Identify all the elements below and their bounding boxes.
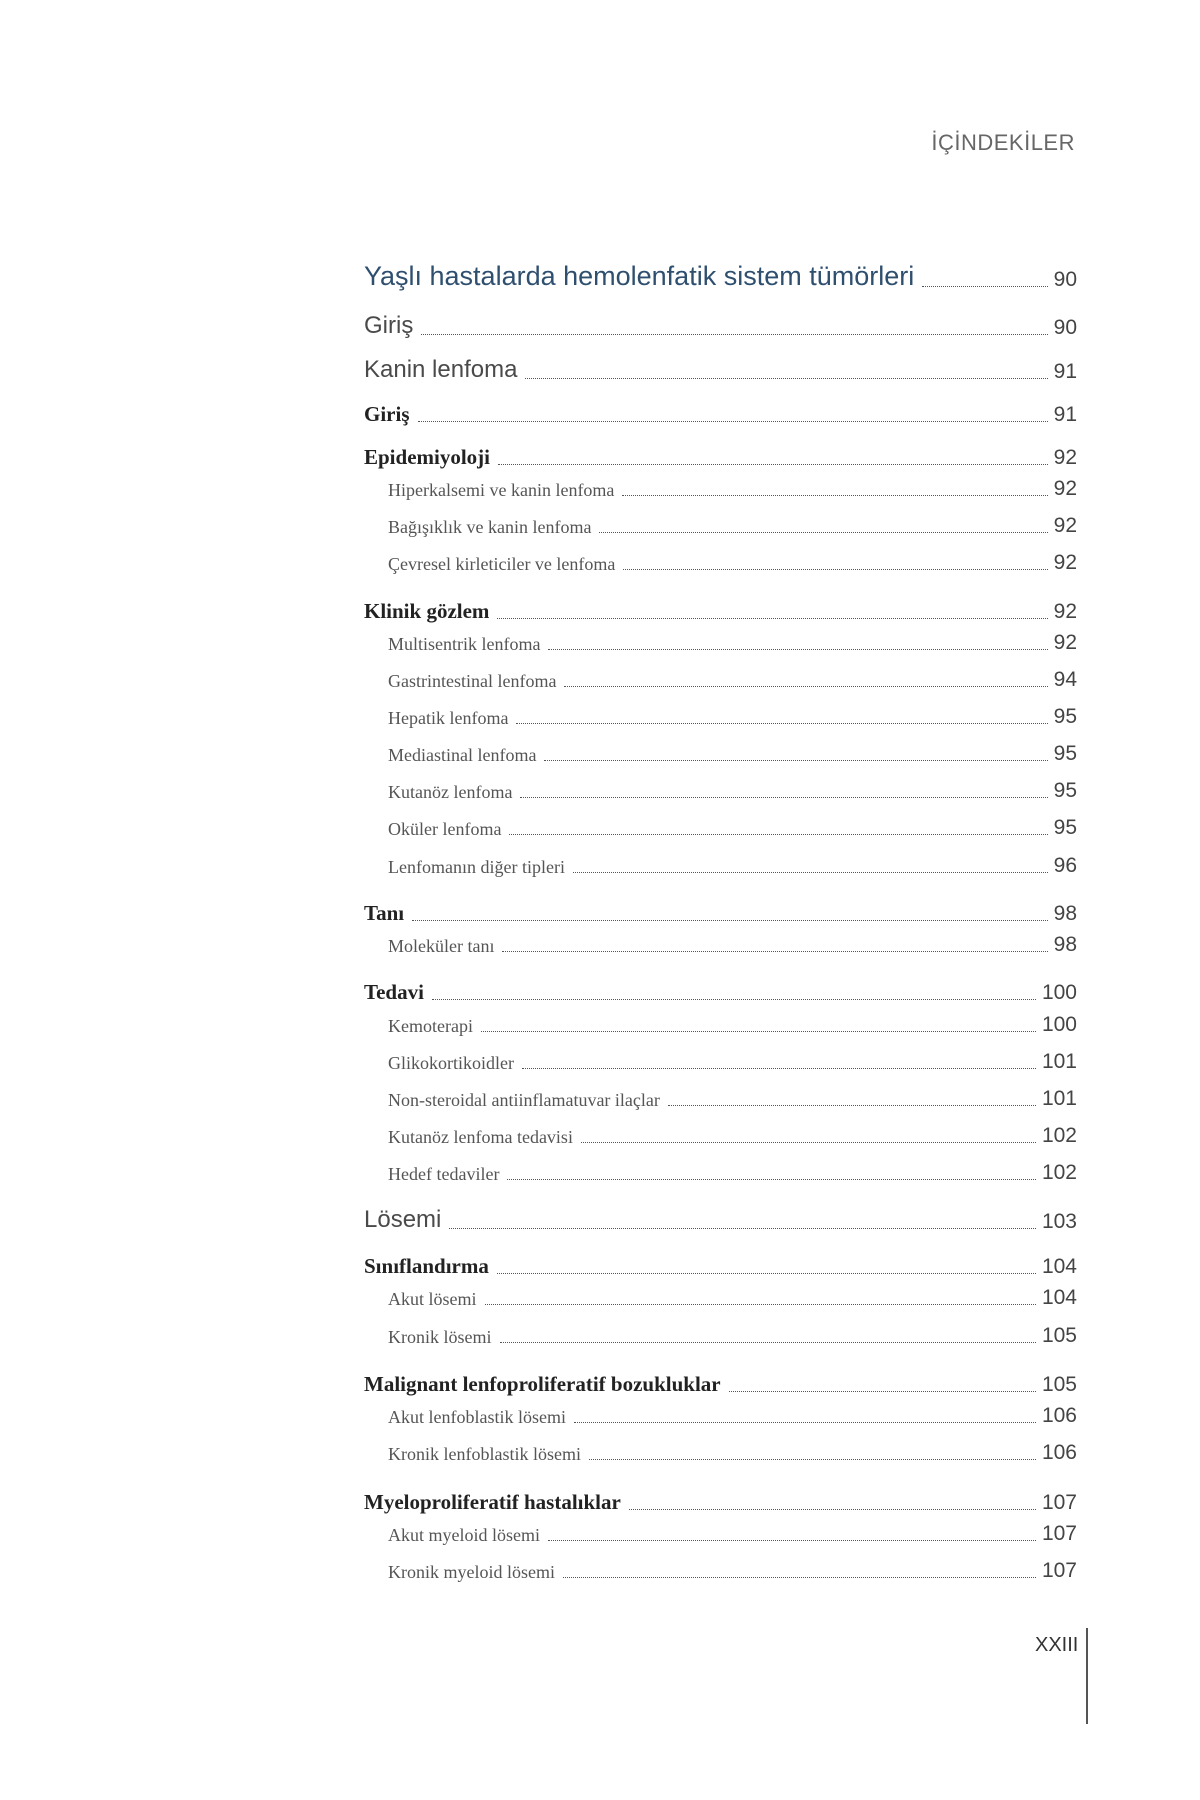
toc-entry[interactable]	[364, 443, 1077, 470]
toc-entry-page: 92	[1053, 600, 1077, 623]
toc-entry-label: Akut myeloid lösemi	[388, 1525, 540, 1545]
toc-entry[interactable]	[364, 704, 1077, 729]
toc-entry-label: Multisentrik lenfoma	[388, 634, 541, 654]
page-number: XXIII	[1035, 1634, 1079, 1656]
dot-leader	[418, 421, 1048, 422]
toc-entry-page: 96	[1053, 854, 1077, 877]
toc-entry[interactable]	[364, 667, 1077, 692]
toc-entry[interactable]	[364, 741, 1077, 766]
toc-entry-label: Yaşlı hastalarda hemolenfatik sistem tümörleri	[364, 261, 915, 291]
toc-entry-label: Kronik lösemi	[388, 1327, 492, 1347]
dot-leader	[574, 1422, 1036, 1423]
toc-entry[interactable]	[364, 778, 1077, 803]
dot-leader	[589, 1459, 1036, 1460]
dot-leader	[623, 569, 1047, 570]
toc-entry-label: Myeloproliferatif hastalıklar	[364, 1490, 621, 1514]
dot-leader	[449, 1228, 1036, 1229]
toc-entry-page: 95	[1053, 816, 1077, 839]
dot-leader	[502, 951, 1047, 952]
toc-entry[interactable]	[364, 1204, 1077, 1234]
toc-entry[interactable]	[364, 978, 1077, 1005]
toc-entry[interactable]	[364, 1049, 1077, 1074]
toc-entry-page: 101	[1041, 1050, 1077, 1073]
margin-rule	[1086, 1628, 1088, 1724]
toc-entry-label: Gastrintestinal lenfoma	[388, 671, 557, 691]
toc-entry-label: Glikokortikoidler	[388, 1053, 514, 1073]
toc-entry-page: 92	[1053, 446, 1077, 469]
toc-entry[interactable]	[364, 815, 1077, 840]
toc-entry-label: Çevresel kirleticiler ve lenfoma	[388, 554, 616, 574]
toc-entry-label: Hepatik lenfoma	[388, 708, 509, 728]
toc-entry-label: Klinik gözlem	[364, 599, 490, 623]
dot-leader	[548, 1540, 1036, 1541]
toc-entry-page: 91	[1053, 360, 1077, 383]
toc-entry-label: Giriş	[364, 312, 414, 339]
toc-entry-page: 92	[1053, 514, 1077, 537]
toc-entry-page: 95	[1053, 705, 1077, 728]
toc-entry[interactable]	[364, 597, 1077, 624]
dot-leader	[421, 334, 1047, 335]
dot-leader	[509, 834, 1047, 835]
dot-leader	[432, 999, 1036, 1000]
dot-leader	[498, 464, 1048, 465]
toc-entry[interactable]	[364, 899, 1077, 926]
toc-entry-page: 104	[1041, 1255, 1077, 1278]
toc-entry-label: Non-steroidal antiinflamatuvar ilaçlar	[388, 1090, 660, 1110]
dot-leader	[485, 1304, 1036, 1305]
toc-entry-label: Hedef tedaviler	[388, 1164, 500, 1184]
toc-entry[interactable]	[364, 1370, 1077, 1397]
dot-leader	[599, 532, 1047, 533]
toc-entry[interactable]	[364, 1323, 1077, 1348]
toc-entry-page: 95	[1053, 742, 1077, 765]
toc-entry-page: 101	[1041, 1087, 1077, 1110]
toc-entry[interactable]	[364, 354, 1077, 384]
toc-entry-page: 105	[1041, 1324, 1077, 1347]
toc-entry-label: Lenfomanın diğer tipleri	[388, 857, 565, 877]
dot-leader	[729, 1391, 1036, 1392]
toc-entry-page: 100	[1041, 1013, 1077, 1036]
toc-entry-label: Giriş	[364, 402, 410, 426]
dot-leader	[548, 649, 1047, 650]
toc-entry-label: Tanı	[364, 901, 405, 925]
toc-entry-label: Hiperkalsemi ve kanin lenfoma	[388, 480, 615, 500]
dot-leader	[497, 618, 1047, 619]
dot-leader	[507, 1179, 1036, 1180]
toc-entry-page: 107	[1041, 1491, 1077, 1514]
toc-entry-page: 107	[1041, 1559, 1077, 1582]
dot-leader	[563, 1577, 1036, 1578]
running-header: İÇİNDEKİLER	[931, 130, 1075, 155]
dot-leader	[497, 1273, 1036, 1274]
toc-entry[interactable]	[364, 1403, 1077, 1428]
toc-entry-page: 98	[1053, 902, 1077, 925]
dot-leader	[668, 1105, 1036, 1106]
toc-entry-page: 90	[1053, 268, 1077, 291]
toc-entry-label: Kutanöz lenfoma	[388, 782, 513, 802]
toc-entry[interactable]	[364, 476, 1077, 501]
toc-entry-label: Bağışıklık ve kanin lenfoma	[388, 517, 592, 537]
toc-entry[interactable]	[364, 853, 1077, 878]
toc-entry[interactable]	[364, 1558, 1077, 1583]
toc-entry-label: Epidemiyoloji	[364, 445, 491, 469]
toc-entry-page: 98	[1053, 933, 1077, 956]
toc-entry-label: Oküler lenfoma	[388, 819, 502, 839]
toc-entry[interactable]	[364, 1521, 1077, 1546]
toc-entry[interactable]	[364, 1488, 1077, 1515]
toc-entry-page: 100	[1041, 981, 1077, 1004]
dot-leader	[581, 1142, 1036, 1143]
toc-entry[interactable]	[364, 1252, 1077, 1279]
toc-entry-label: Kronik lenfoblastik lösemi	[388, 1444, 581, 1464]
toc-entry-page: 106	[1041, 1404, 1077, 1427]
toc-entry-label: Kanin lenfoma	[364, 356, 518, 383]
dot-leader	[500, 1342, 1036, 1343]
toc-entry-page: 105	[1041, 1373, 1077, 1396]
toc-entry[interactable]	[364, 630, 1077, 655]
toc-entry[interactable]	[364, 1285, 1077, 1310]
toc-entry-page: 91	[1053, 403, 1077, 426]
toc-entry[interactable]	[364, 310, 1077, 340]
dot-leader	[481, 1031, 1036, 1032]
toc-entry-label: Moleküler tanı	[388, 936, 495, 956]
toc-entry[interactable]	[364, 932, 1077, 957]
dot-leader	[544, 760, 1047, 761]
toc-entry[interactable]	[364, 1160, 1077, 1185]
toc-entry-page: 90	[1053, 316, 1077, 339]
toc-entry[interactable]	[364, 258, 1077, 292]
dot-leader	[525, 378, 1047, 379]
toc-entry-page: 107	[1041, 1522, 1077, 1545]
toc-entry-page: 103	[1041, 1210, 1077, 1233]
toc-entry-label: Sınıflandırma	[364, 1254, 489, 1278]
toc-entry-page: 102	[1041, 1161, 1077, 1184]
toc-entry-label: Tedavi	[364, 980, 424, 1004]
toc-entry[interactable]	[364, 1086, 1077, 1111]
dot-leader	[629, 1509, 1036, 1510]
toc-entry-page: 94	[1053, 668, 1077, 691]
toc-entry-label: Akut lösemi	[388, 1289, 477, 1309]
toc-entry-label: Lösemi	[364, 1206, 442, 1233]
dot-leader	[573, 872, 1048, 873]
toc-entry[interactable]	[364, 513, 1077, 538]
toc-entry-label: Malignant lenfoproliferatif bozukluklar	[364, 1372, 721, 1396]
toc-entry-page: 102	[1041, 1124, 1077, 1147]
toc-entry[interactable]	[364, 550, 1077, 575]
toc-entry[interactable]	[364, 400, 1077, 427]
dot-leader	[520, 797, 1047, 798]
toc-entry-page: 104	[1041, 1286, 1077, 1309]
dot-leader	[522, 1068, 1036, 1069]
toc-entry[interactable]	[364, 1123, 1077, 1148]
toc-entry-label: Kronik myeloid lösemi	[388, 1562, 555, 1582]
dot-leader	[564, 686, 1047, 687]
toc-entry-label: Mediastinal lenfoma	[388, 745, 537, 765]
dot-leader	[622, 495, 1047, 496]
toc-entry[interactable]	[364, 1012, 1077, 1037]
toc-entry[interactable]	[364, 1440, 1077, 1465]
dot-leader	[922, 286, 1047, 287]
toc-entry-page: 92	[1053, 477, 1077, 500]
toc-entry-label: Kemoterapi	[388, 1016, 473, 1036]
toc-entry-page: 106	[1041, 1441, 1077, 1464]
toc-entry-page: 92	[1053, 551, 1077, 574]
toc-entry-label: Akut lenfoblastik lösemi	[388, 1407, 566, 1427]
toc-entry-label: Kutanöz lenfoma tedavisi	[388, 1127, 573, 1147]
dot-leader	[516, 723, 1047, 724]
toc-entry-page: 92	[1053, 631, 1077, 654]
toc-entry-page: 95	[1053, 779, 1077, 802]
dot-leader	[412, 920, 1048, 921]
